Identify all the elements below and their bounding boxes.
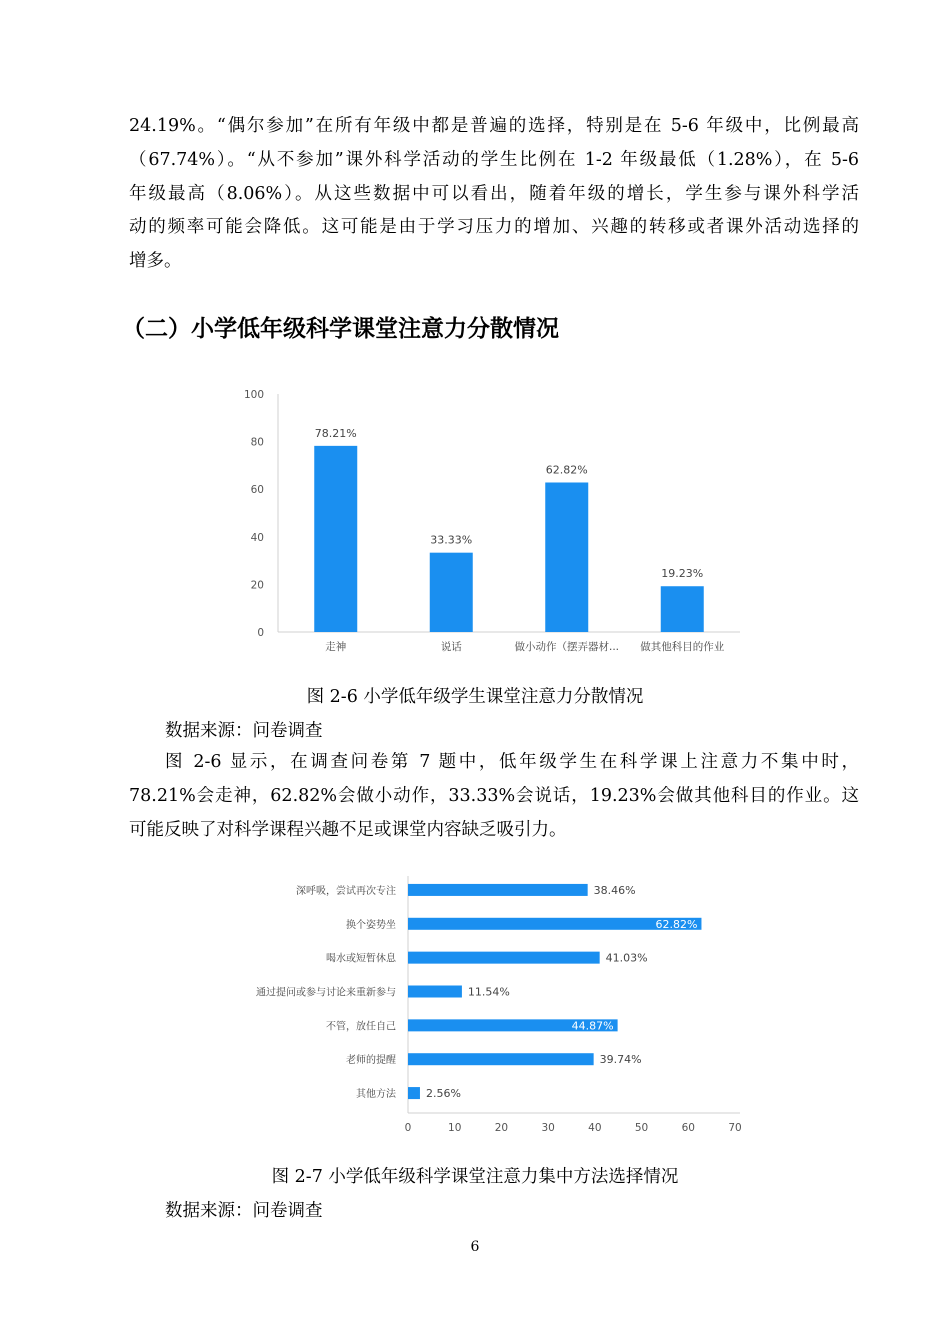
data-label: 38.46% [593, 883, 636, 897]
data-label: 62.82% [655, 917, 698, 931]
data-label: 41.03% [605, 951, 648, 965]
x-tick-label: 说话 [440, 641, 462, 653]
data-label: 33.33% [430, 533, 473, 547]
x-tick-label: 走神 [325, 641, 347, 653]
y-tick-label: 20 [250, 579, 264, 592]
data-label: 39.74% [599, 1053, 642, 1067]
intro-line: 24.19%。“偶尔参加”在所有年级中都是普遍的选择，特别是在 5-6 年级中，比例最高 [129, 116, 859, 136]
figure2-caption: 图 2-7 小学低年级科学课堂注意力集中方法选择情况 [271, 1167, 679, 1187]
x-tick-label: 40 [588, 1122, 602, 1134]
x-tick-label: 0 [404, 1122, 412, 1134]
bar [408, 952, 600, 964]
intro-paragraph [129, 110, 859, 279]
data-label: 19.23% [661, 567, 704, 581]
x-tick-label: 30 [541, 1122, 555, 1134]
figure1-caption: 图 2-6 小学低年级学生课堂注意力分散情况 [306, 687, 644, 707]
y-tick-label: 100 [243, 389, 264, 401]
data-label: 62.82% [545, 463, 588, 477]
category-label: 通过提问或参与讨论来重新参与 [256, 987, 396, 999]
x-tick-label: 60 [681, 1122, 695, 1134]
section-heading: （二）小学低年级科学课堂注意力分散情况 [122, 316, 559, 342]
category-label: 换个姿势坐 [346, 919, 396, 931]
category-label: 深呼吸，尝试再次专注 [296, 885, 396, 897]
intro-line: （67.74%）。“从不参加”课外科学活动的学生比例在 1-2 年级最低（1.28%），在 5-6 [129, 149, 859, 170]
y-tick-label: 80 [250, 436, 264, 449]
data-label: 11.54% [467, 985, 510, 999]
x-tick-label: 做其他科目的作业 [640, 641, 725, 653]
y-tick-label: 60 [250, 484, 264, 497]
x-tick-label: 70 [728, 1122, 742, 1134]
page-number: 6 [470, 1239, 480, 1255]
x-tick-label: 做小动作（摆弄器材... [514, 641, 620, 653]
category-label: 其他方法 [356, 1089, 396, 1101]
data-label: 2.56% [425, 1087, 461, 1101]
y-tick-label: 0 [257, 627, 264, 639]
bar [661, 586, 704, 632]
x-tick-label: 10 [448, 1122, 462, 1134]
figure2-source: 数据来源：问卷调查 [165, 1201, 323, 1221]
category-label: 不管，放任自己 [326, 1021, 396, 1033]
analysis-line: 可能反映了对科学课程兴趣不足或课堂内容缺乏吸引力。 [129, 819, 567, 840]
analysis-line: 图 2-6 显示，在调查问卷第 7 题中，低年级学生在科学课上注意力不集中时， [165, 752, 859, 772]
bar [408, 1087, 420, 1099]
attention-distraction-bar-chart [230, 380, 750, 660]
x-tick-label: 20 [494, 1122, 509, 1134]
intro-line: 年级最高（8.06%）。从这些数据中可以看出，随着年级的增长，学生参与课外科学活 [129, 183, 859, 204]
intro-line: 增多。 [129, 251, 182, 272]
y-tick-label: 40 [250, 531, 264, 544]
category-label: 喝水或短暂休息 [326, 953, 396, 965]
attention-method-bar-chart [230, 870, 760, 1140]
intro-line: 动的频率可能会降低。这可能是由于学习压力的增加、兴趣的转移或者课外活动选择的 [129, 217, 859, 238]
bar [408, 986, 462, 998]
category-label: 老师的提醒 [346, 1055, 396, 1067]
data-label: 78.21% [314, 426, 357, 440]
figure1-source: 数据来源：问卷调查 [165, 721, 323, 741]
x-tick-label: 50 [634, 1122, 649, 1134]
data-label: 44.87% [571, 1019, 614, 1033]
analysis-paragraph [129, 746, 859, 847]
analysis-line: 78.21%会走神，62.82%会做小动作，33.33%会说话，19.23%会做其他科目的作业。这 [129, 785, 859, 806]
bar [408, 1053, 594, 1065]
bar [430, 553, 473, 632]
bar [314, 446, 357, 632]
bar [408, 884, 588, 896]
bar [545, 482, 588, 632]
